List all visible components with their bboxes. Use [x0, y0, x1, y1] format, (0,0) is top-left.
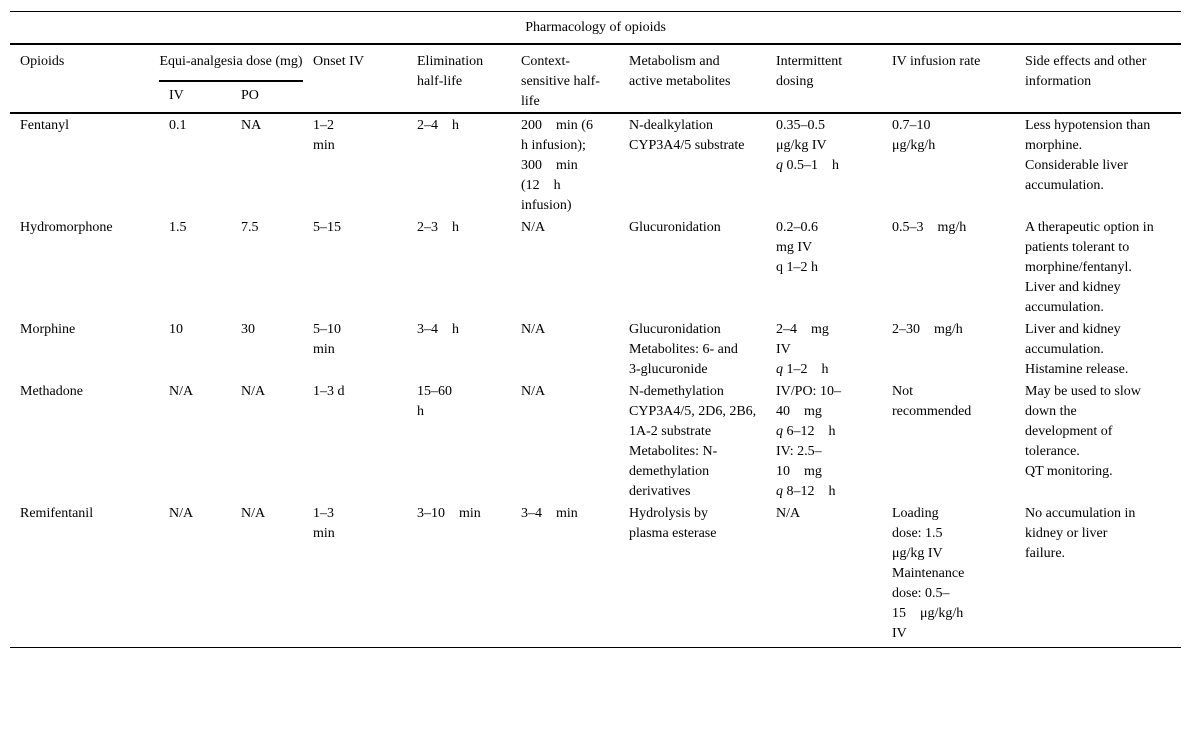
header-metabolism: Metabolism and active metabolites [619, 44, 766, 113]
cell-line: 0.2–0.6 mg IV [776, 220, 832, 255]
cell-elimination: 3–10 min [407, 502, 511, 648]
cell-onset: 1–3 min [303, 502, 407, 648]
cell-line: q 1–2 h [776, 260, 818, 275]
cell-elimination: 3–4 h [417, 322, 459, 337]
cell-side-effects [1015, 318, 1181, 380]
q-italic: q [776, 158, 783, 173]
cell-po: 7.5 [241, 220, 259, 235]
cell-line: Glucuronidation [629, 322, 721, 337]
cell-fragment: 1–2 h [783, 362, 829, 377]
cell-line [776, 156, 852, 176]
cell-intermittent: N/A [766, 502, 882, 648]
cell-line: Less hypotension than morphine. [1025, 118, 1151, 153]
cell-line: Maintenance dose: 0.5–15 μg/kg/h IV [892, 566, 965, 641]
cell-line: Considerable liver accumulation. [1025, 158, 1129, 193]
cell-infusion-rate [882, 502, 1015, 648]
cell-metabolism [619, 318, 766, 380]
cell-infusion-rate: 2–30 mg/h [892, 322, 963, 337]
cell-intermittent [766, 380, 882, 502]
cell-line: Histamine release. [1025, 362, 1129, 377]
cell-line: May be used to slow down the development of tolerance. [1025, 384, 1141, 459]
table-title: Pharmacology of opioids [10, 12, 1181, 45]
cell-context: 3–4 min [511, 502, 619, 648]
cell-line: 2–4 mg IV [776, 322, 829, 357]
table-row [10, 216, 1181, 318]
cell-line: Liver and kidney accumulation. [1025, 280, 1121, 315]
cell-context: N/A [521, 384, 546, 399]
cell-elimination: 15–60 h [417, 384, 466, 419]
header-iv: IV [159, 81, 231, 113]
q-italic: q [776, 362, 783, 377]
table-row [10, 113, 1181, 216]
cell-line: Metabolites: 6- and 3-glucuronide [629, 342, 738, 377]
cell-line: IV: 2.5–10 mg [776, 444, 822, 479]
cell-line [776, 482, 848, 502]
cell-side-effects: No accumulation in kidney or liver failure. [1015, 502, 1181, 648]
cell-opioid: Hydromorphone [20, 220, 113, 235]
cell-line: 300 min (12 h infusion) [521, 158, 578, 213]
cell-context: N/A [521, 220, 546, 235]
cell-line: QT monitoring. [1025, 464, 1113, 479]
table-row [10, 502, 1181, 648]
cell-context [511, 113, 619, 216]
cell-infusion-rate: Not recommended [892, 384, 972, 419]
header-opioids: Opioids [10, 44, 159, 113]
table-row [10, 380, 1181, 502]
cell-line: Liver and kidney accumulation. [1025, 322, 1121, 357]
cell-onset: 5–15 [313, 220, 341, 235]
cell-line: Metabolites: N-demethylation derivatives [629, 444, 718, 499]
cell-side-effects [1015, 113, 1181, 216]
cell-intermittent [766, 113, 882, 216]
table-row [10, 318, 1181, 380]
q-italic: q [776, 424, 783, 439]
cell-onset: 1–2 min [313, 118, 348, 153]
cell-side-effects [1015, 380, 1181, 502]
header-infusion-rate: IV infusion rate [882, 44, 1015, 113]
cell-infusion-rate: 0.7–10 μg/kg/h [892, 118, 945, 153]
cell-iv: 0.1 [169, 118, 187, 133]
header-side-effects: Side effects and other information [1015, 44, 1181, 113]
cell-context: N/A [521, 322, 546, 337]
header-elimination: Elimination half-life [407, 44, 511, 113]
cell-fragment: 8–12 h [783, 484, 836, 499]
cell-metabolism: Hydrolysis by plasma esterase [619, 502, 766, 648]
header-po: PO [231, 81, 303, 113]
cell-line [776, 360, 842, 380]
cell-line: Loading dose: 1.5 μg/kg IV [892, 506, 957, 561]
cell-metabolism [619, 113, 766, 216]
cell-opioid: Remifentanil [10, 502, 159, 648]
cell-iv: N/A [169, 384, 194, 399]
cell-fragment: 6–12 h [783, 424, 836, 439]
cell-iv: 10 [169, 322, 183, 337]
cell-line: 200 min (6 h infusion); [521, 118, 607, 153]
cell-po: 30 [241, 322, 255, 337]
header-onset: Onset IV [303, 44, 407, 113]
cell-onset: 5–10 min [313, 322, 355, 357]
cell-line [776, 422, 848, 442]
cell-line: IV/PO: 10–40 mg [776, 384, 841, 419]
cell-infusion-rate: 0.5–3 mg/h [892, 220, 967, 235]
cell-intermittent [766, 318, 882, 380]
header-equi-analgesia: Equi-analgesia dose (mg) [159, 54, 303, 69]
cell-opioid: Methadone [20, 384, 83, 399]
cell-line: A therapeutic option in patients tolerant to morphine/fentanyl. [1025, 220, 1154, 275]
cell-line: CYP3A4/5 substrate [629, 138, 745, 153]
cell-opioid: Morphine [20, 322, 76, 337]
cell-opioid: Fentanyl [20, 118, 69, 133]
opioid-table-container [10, 11, 1175, 648]
header-context-sensitive: Context-sensitive half-life [511, 44, 619, 113]
cell-intermittent [766, 216, 882, 318]
q-italic: q [776, 484, 783, 499]
header-intermittent: Intermittent dosing [766, 44, 882, 113]
cell-onset: 1–3 d [313, 384, 345, 399]
cell-line: N-dealkylation [629, 118, 713, 133]
cell-fragment: 0.5–1 h [783, 158, 839, 173]
cell-side-effects [1015, 216, 1181, 318]
cell-po: N/A [241, 384, 266, 399]
cell-metabolism [619, 380, 766, 502]
cell-line: N-demethylation [629, 384, 724, 399]
cell-po: N/A [231, 502, 303, 648]
cell-po: NA [241, 118, 262, 133]
opioid-pharmacology-table [10, 11, 1181, 648]
cell-elimination: 2–3 h [417, 220, 459, 235]
cell-iv: N/A [159, 502, 231, 648]
cell-line: 0.35–0.5 μg/kg IV [776, 118, 839, 153]
cell-elimination: 2–4 h [417, 118, 459, 133]
cell-line: CYP3A4/5, 2D6, 2B6, 1A-2 substrate [629, 404, 757, 439]
cell-iv: 1.5 [169, 220, 187, 235]
cell-metabolism: Glucuronidation [629, 220, 721, 235]
